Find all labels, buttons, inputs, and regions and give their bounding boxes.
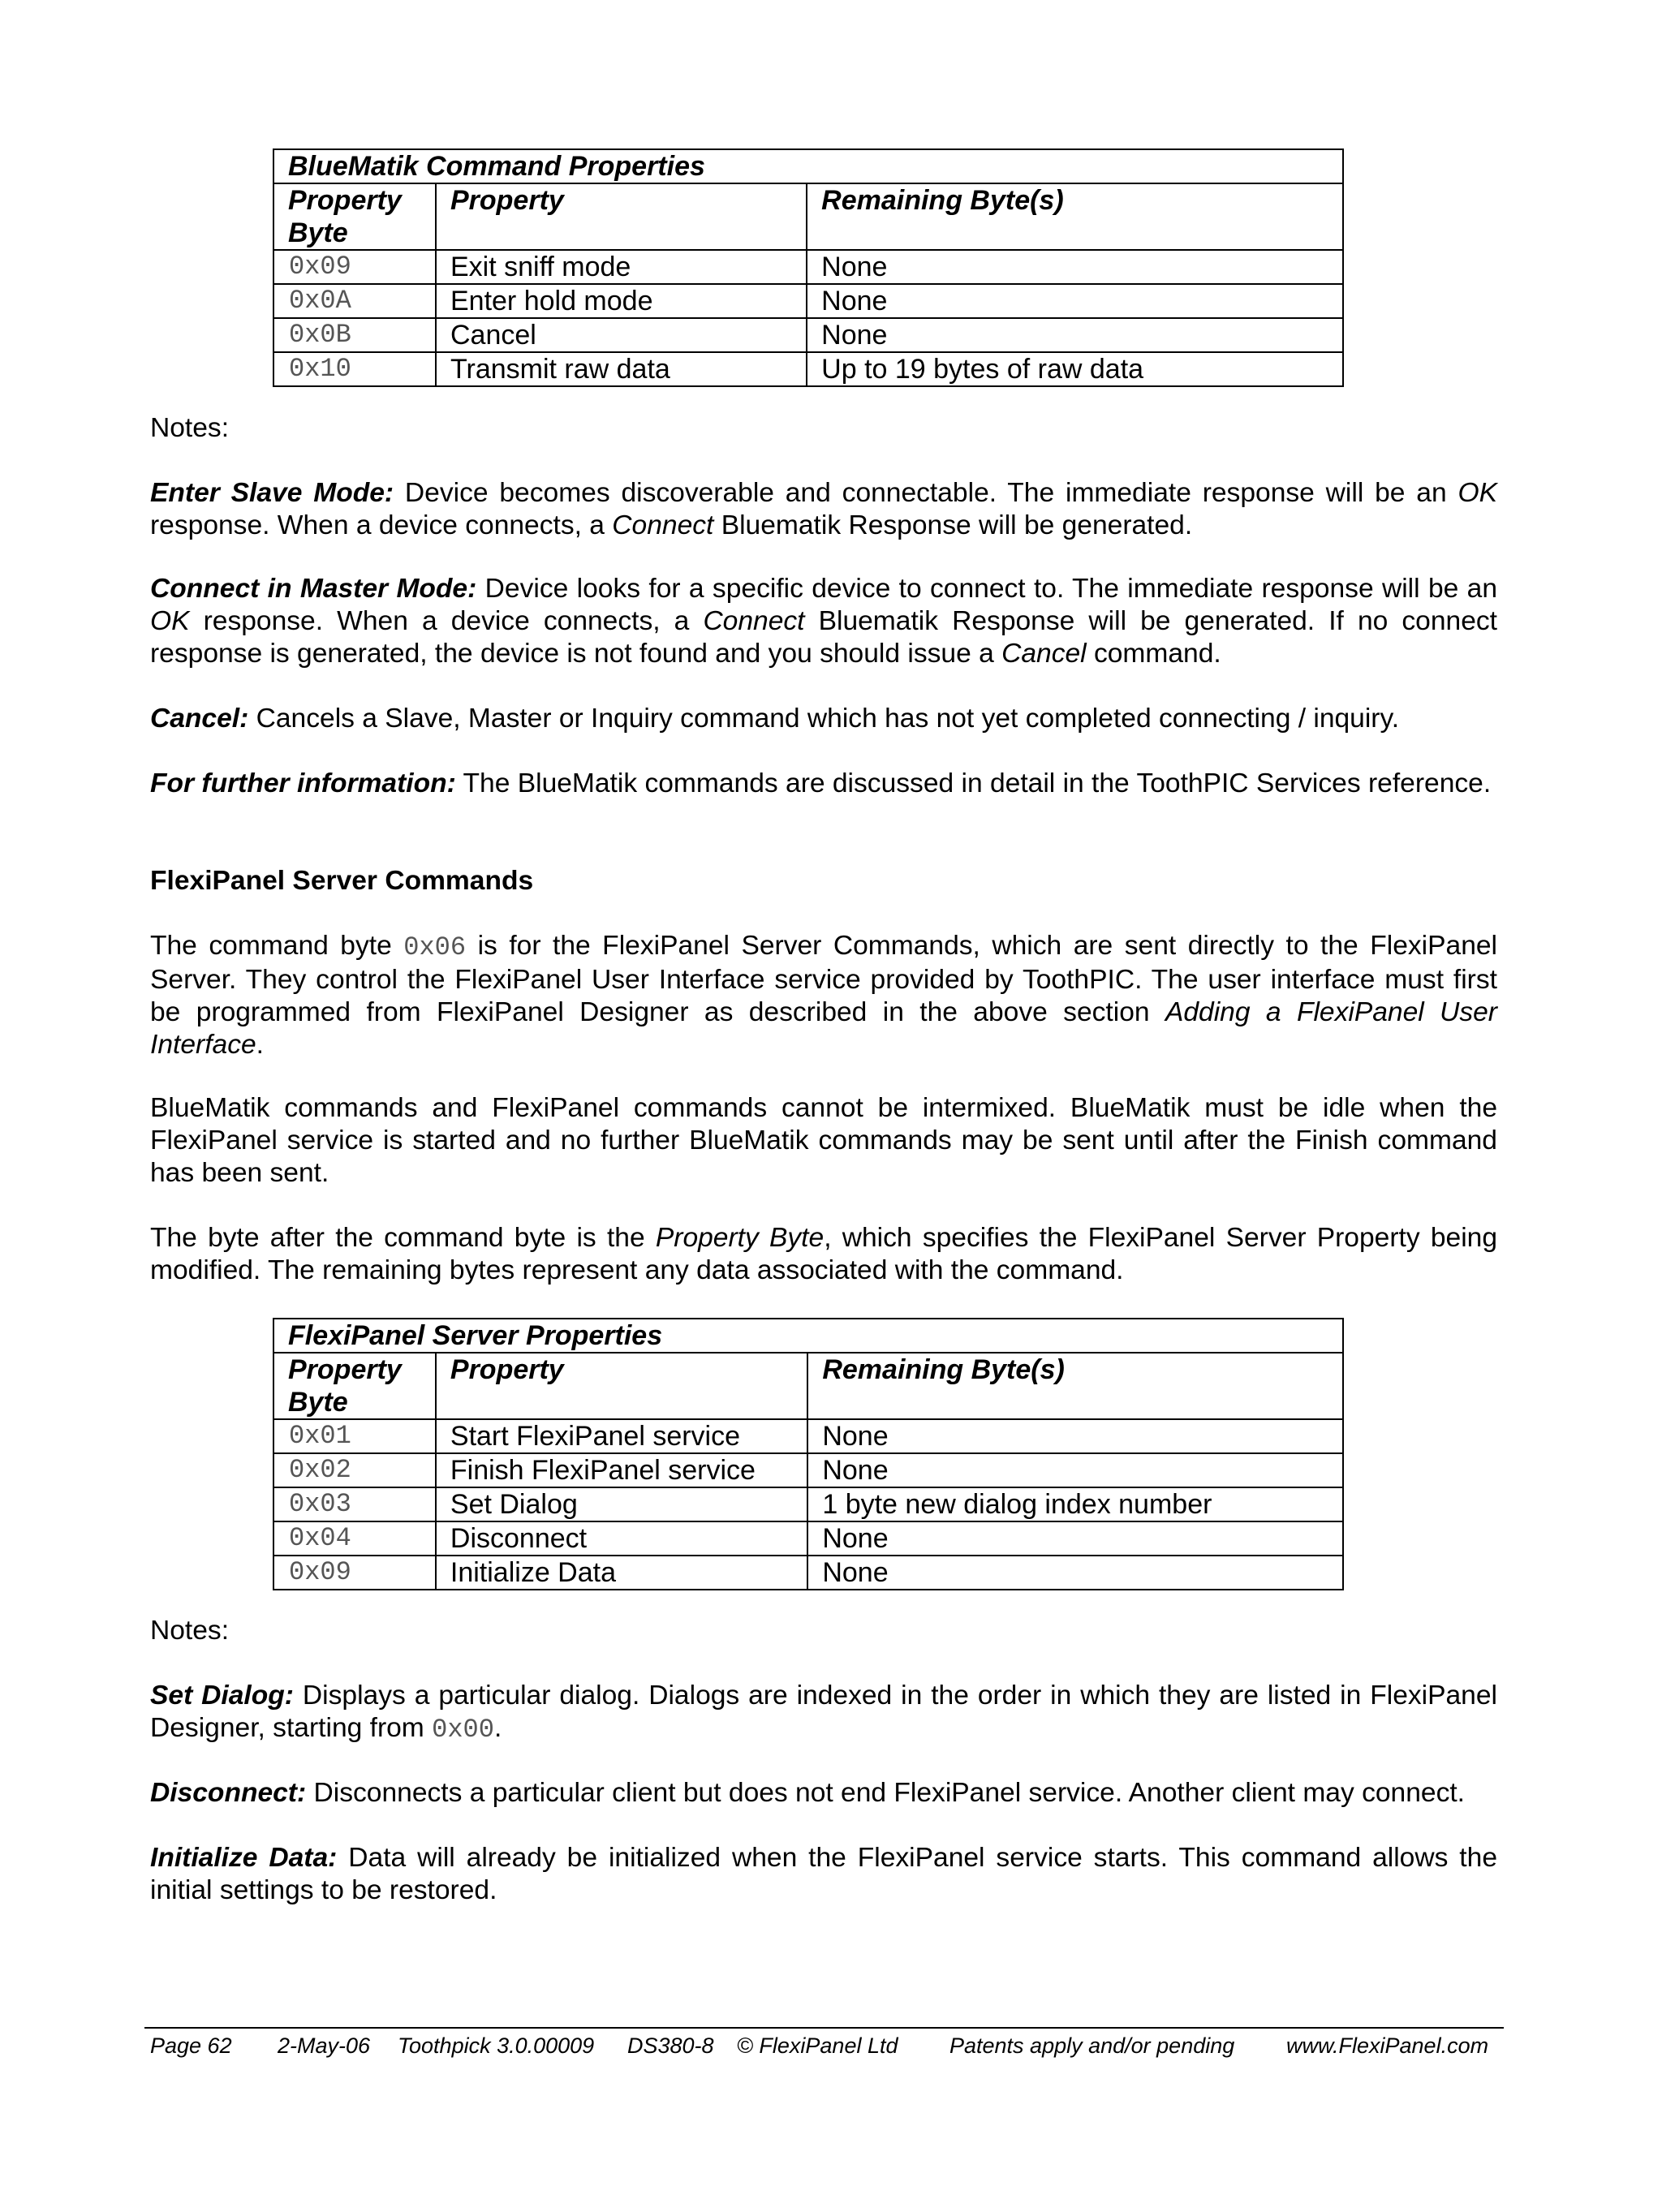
property-byte-cell: 0x09 bbox=[273, 250, 436, 284]
note-text-italic: OK bbox=[150, 606, 190, 636]
column-header: Remaining Byte(s) bbox=[807, 1353, 1343, 1419]
table-row bbox=[273, 318, 1343, 352]
property-cell: Disconnect bbox=[436, 1521, 807, 1556]
note-lead: Enter Slave Mode: bbox=[150, 478, 394, 508]
note-text: Bluematik Response will be generated. bbox=[713, 510, 1193, 540]
note-enter-slave-mode bbox=[150, 477, 1497, 542]
note-text: The BlueMatik commands are discussed in detail in the ToothPIC Services reference. bbox=[455, 768, 1492, 798]
table-header-row bbox=[273, 1353, 1343, 1419]
note-text: Disconnects a particular client but does not end FlexiPanel service. Another client may connect. bbox=[306, 1778, 1466, 1808]
paragraph-text: , which specifies the FlexiPanel Server Property being modified. The remaining bytes represent any data associated with the command. bbox=[150, 1223, 1498, 1285]
remaining-bytes-cell: 1 byte new dialog index number bbox=[807, 1487, 1343, 1521]
remaining-bytes-cell: None bbox=[807, 284, 1343, 318]
bluematik-properties-table bbox=[273, 148, 1344, 387]
property-byte-cell: 0x02 bbox=[273, 1453, 436, 1487]
note-set-dialog bbox=[150, 1680, 1497, 1746]
table-row bbox=[273, 1487, 1343, 1521]
property-cell: Cancel bbox=[436, 318, 807, 352]
note-text: Displays a particular dialog. Dialogs are indexed in the order in which they are listed in FlexiPanel Designer, starting from bbox=[150, 1681, 1497, 1743]
table-row bbox=[273, 1419, 1343, 1453]
flexipanel-properties-table bbox=[273, 1318, 1344, 1590]
paragraph-text: is for the FlexiPanel Server Commands, which are sent directly to the FlexiPanel Server. They control the FlexiPanel User Interface service provided by ToothPIC. The user interface must first be programmed from FlexiPanel Designer as described in the above section bbox=[150, 931, 1498, 1027]
note-text: response. When a device connects, a bbox=[189, 606, 704, 636]
note-lead: Connect in Master Mode: bbox=[150, 574, 477, 604]
property-byte-cell: 0x01 bbox=[273, 1419, 436, 1453]
note-lead: Initialize Data: bbox=[150, 1843, 338, 1873]
table-row bbox=[273, 284, 1343, 318]
table-row bbox=[273, 250, 1343, 284]
property-cell: Initialize Data bbox=[436, 1556, 807, 1590]
note-lead: For further information: bbox=[150, 768, 456, 798]
footer-copyright: © FlexiPanel Ltd bbox=[737, 2033, 898, 2058]
notes-label: Notes: bbox=[150, 1616, 230, 1646]
table-row bbox=[273, 1521, 1343, 1556]
notes-label: Notes: bbox=[150, 413, 230, 443]
note-cancel bbox=[150, 703, 1497, 735]
remaining-bytes-cell: None bbox=[807, 1556, 1343, 1590]
section-paragraph-property-byte bbox=[150, 1222, 1497, 1287]
inline-code: 0x06 bbox=[403, 932, 467, 962]
table-title: BlueMatik Command Properties bbox=[273, 149, 1343, 183]
property-byte-cell: 0x04 bbox=[273, 1521, 436, 1556]
note-lead: Cancel: bbox=[150, 704, 249, 734]
section-paragraph-command-byte bbox=[150, 930, 1497, 1061]
note-text: Device becomes discoverable and connectable. The immediate response will be an bbox=[394, 478, 1458, 508]
inline-code: 0x00 bbox=[432, 1715, 494, 1745]
property-byte-cell: 0x0B bbox=[273, 318, 436, 352]
paragraph-text: . bbox=[256, 1030, 265, 1060]
column-header: Property Byte bbox=[273, 183, 436, 250]
section-heading: FlexiPanel Server Commands bbox=[150, 866, 534, 896]
footer-rule bbox=[144, 2027, 1504, 2029]
note-text: Bluematik Response will be generated. If no connect response is generated, the device is not found and you should issue a bbox=[150, 606, 1497, 669]
property-byte-cell: 0x10 bbox=[273, 352, 436, 386]
note-text: Device looks for a specific device to connect to. The immediate response will be an bbox=[476, 574, 1497, 604]
note-text: Data will already be initialized when the FlexiPanel service starts. This command allows the initial settings to be restored. bbox=[150, 1843, 1497, 1905]
page-footer bbox=[150, 2031, 1497, 2060]
note-text-italic: Connect bbox=[612, 510, 714, 540]
remaining-bytes-cell: None bbox=[807, 1419, 1343, 1453]
remaining-bytes-cell: Up to 19 bytes of raw data bbox=[807, 352, 1343, 386]
property-cell: Transmit raw data bbox=[436, 352, 807, 386]
property-byte-cell: 0x03 bbox=[273, 1487, 436, 1521]
footer-date: 2-May-06 bbox=[278, 2033, 371, 2058]
table-title: FlexiPanel Server Properties bbox=[273, 1319, 1343, 1353]
footer-page-number: Page 62 bbox=[150, 2033, 232, 2058]
table-header-row bbox=[273, 183, 1343, 250]
note-text-italic: Cancel bbox=[1001, 639, 1087, 669]
property-byte-cell: 0x0A bbox=[273, 284, 436, 318]
paragraph-text-italic: Property Byte bbox=[655, 1223, 825, 1253]
table-row bbox=[273, 1453, 1343, 1487]
property-byte-cell: 0x09 bbox=[273, 1556, 436, 1590]
property-cell: Exit sniff mode bbox=[436, 250, 807, 284]
table-row bbox=[273, 1556, 1343, 1590]
footer-version: Toothpick 3.0.00009 bbox=[398, 2033, 595, 2058]
note-text-italic: Connect bbox=[703, 606, 805, 636]
remaining-bytes-cell: None bbox=[807, 318, 1343, 352]
table-title-row bbox=[273, 149, 1343, 183]
paragraph-text-italic: Adding a FlexiPanel User Interface bbox=[150, 997, 1497, 1060]
footer-website: www.FlexiPanel.com bbox=[1286, 2033, 1489, 2058]
note-text: response. When a device connects, a bbox=[150, 510, 613, 540]
footer-patents: Patents apply and/or pending bbox=[949, 2033, 1235, 2058]
table-title-row bbox=[273, 1319, 1343, 1353]
column-header: Property bbox=[436, 183, 807, 250]
table-row bbox=[273, 352, 1343, 386]
note-text-italic: OK bbox=[1457, 478, 1497, 508]
note-lead: Set Dialog: bbox=[150, 1681, 294, 1711]
footer-doc-number: DS380-8 bbox=[627, 2033, 714, 2058]
property-cell: Set Dialog bbox=[436, 1487, 807, 1521]
column-header: Remaining Byte(s) bbox=[807, 183, 1343, 250]
note-further-information bbox=[150, 768, 1497, 800]
property-cell: Finish FlexiPanel service bbox=[436, 1453, 807, 1487]
column-header: Property bbox=[436, 1353, 807, 1419]
note-text: command. bbox=[1086, 639, 1221, 669]
note-disconnect bbox=[150, 1777, 1497, 1810]
note-initialize-data bbox=[150, 1842, 1497, 1907]
note-connect-master-mode bbox=[150, 573, 1497, 670]
note-text: . bbox=[493, 1713, 502, 1743]
section-paragraph-intermixed: BlueMatik commands and FlexiPanel commands cannot be intermixed. BlueMatik must be idle when the FlexiPanel service is started and no further BlueMatik commands may be sent until after the Finish command has been sent. bbox=[150, 1093, 1497, 1188]
note-text: Cancels a Slave, Master or Inquiry command which has not yet completed connecting / inquiry. bbox=[248, 704, 1400, 734]
remaining-bytes-cell: None bbox=[807, 1453, 1343, 1487]
remaining-bytes-cell: None bbox=[807, 1521, 1343, 1556]
paragraph-text: The byte after the command byte is the bbox=[150, 1223, 656, 1253]
property-cell: Start FlexiPanel service bbox=[436, 1419, 807, 1453]
remaining-bytes-cell: None bbox=[807, 250, 1343, 284]
note-lead: Disconnect: bbox=[150, 1778, 307, 1808]
paragraph-text: The command byte bbox=[150, 931, 404, 961]
property-cell: Enter hold mode bbox=[436, 284, 807, 318]
column-header: Property Byte bbox=[273, 1353, 436, 1419]
